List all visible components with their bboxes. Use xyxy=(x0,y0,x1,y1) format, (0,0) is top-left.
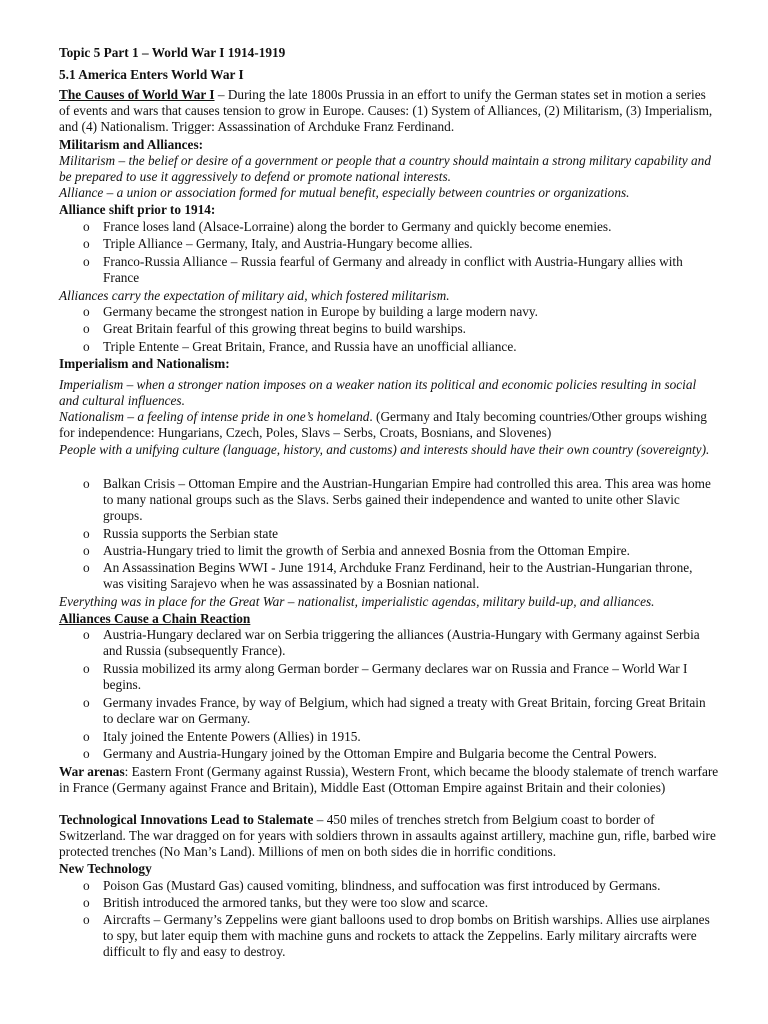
sovereignty-note: People with a unifying culture (language, history, and customs) and interests should have their own country (sovereignty). xyxy=(59,442,710,457)
war-arenas-label: War arenas xyxy=(59,764,125,779)
causes-heading: The Causes of World War I xyxy=(59,87,215,102)
list-item: Franco-Russia Alliance – Russia fearful of Germany and already in conflict with Austria-Hungary allies with France xyxy=(103,254,683,286)
bullet-marker: o xyxy=(83,543,90,558)
bullet-marker: o xyxy=(83,476,90,491)
nationalism-paragraph xyxy=(59,409,719,441)
stalemate-text: – 450 miles of trenches stretch from Belgium coast to border of Switzerland. The war dragged on for years with soldiers thrown in assaults against artillery, machine gun, rifle, barbed wire protected trenches (No Man’s Land). Millions of men on both sides die in horrific conditions. xyxy=(59,812,716,860)
bullet-marker: o xyxy=(83,661,90,676)
great-war-note: Everything was in place for the Great War – nationalist, imperialistic agendas, military build-up, and alliances. xyxy=(59,594,655,609)
causes-text: – During the late 1800s Prussia in an effort to unify the German states set in motion a series of events and wars that causes tension to grow in Europe. Causes: (1) System of Alliances, (2) Militarism, (3) Imperialism, and (4) Nationalism. Trigger: Assassination of Archduke Franz Ferdinand. xyxy=(59,87,713,135)
list-item: Great Britain fearful of this growing threat begins to build warships. xyxy=(103,321,466,336)
bullet-marker: o xyxy=(83,560,90,575)
bullet-marker: o xyxy=(83,254,90,269)
list-item: Balkan Crisis – Ottoman Empire and the Austrian-Hungarian Empire had controlled this area. This area was home to many national groups such as the Slavs. Serbs gained their independence and wanted to unite other Slavic groups. xyxy=(103,476,711,524)
war-arenas-paragraph xyxy=(59,764,719,796)
list-item: Triple Entente – Great Britain, France, and Russia have an unofficial alliance. xyxy=(103,339,517,354)
section-subtitle: 5.1 America Enters World War I xyxy=(59,67,244,82)
imperialism-definition: Imperialism – when a stronger nation imposes on a weaker nation its political and economic policies resulting in social and cultural influences. xyxy=(59,377,697,409)
bullet-marker: o xyxy=(83,695,90,710)
chain-reaction-heading: Alliances Cause a Chain Reaction xyxy=(59,611,251,626)
list-item: Germany invades France, by way of Belgium, which had signed a treaty with Great Britain, forcing Great Britain to declare war on Germany. xyxy=(103,695,706,727)
list-item: Triple Alliance – Germany, Italy, and Austria-Hungary become allies. xyxy=(103,236,473,251)
militarism-heading: Militarism and Alliances: xyxy=(59,137,204,152)
bullet-marker: o xyxy=(83,912,90,927)
bullet-marker: o xyxy=(83,878,90,893)
list-item: An Assassination Begins WWI - June 1914, Archduke Franz Ferdinand, heir to the Austrian-Hungarian throne, was visiting Sarajevo when he was assassinated by a Bosnian national. xyxy=(103,560,693,592)
list-item: Austria-Hungary tried to limit the growth of Serbia and annexed Bosnia from the Ottoman Empire. xyxy=(103,543,630,558)
causes-paragraph xyxy=(59,87,719,135)
bullet-marker: o xyxy=(83,339,90,354)
alliance-definition: Alliance – a union or association formed for mutual benefit, especially between countries or organizations. xyxy=(59,185,630,200)
list-item: Austria-Hungary declared war on Serbia triggering the alliances (Austria-Hungary with Germany against Serbia and Russia (subsequently France). xyxy=(103,627,700,659)
nationalism-examples: . (Germany and Italy becoming countries/Other groups wishing for independence: Hungarians, Czech, Poles, Slavs – Serbs, Croats, Bosnians, and Slovenes) xyxy=(59,409,707,441)
bullet-marker: o xyxy=(83,746,90,761)
bullet-marker: o xyxy=(83,236,90,251)
militarism-definition: Militarism – the belief or desire of a government or people that a country should maintain a strong military capability and be prepared to use it aggressively to defend or promote national interests. xyxy=(59,153,711,185)
list-item: Germany became the strongest nation in Europe by building a large modern navy. xyxy=(103,304,538,319)
stalemate-label: Technological Innovations Lead to Stalemate xyxy=(59,812,314,827)
imperialism-heading: Imperialism and Nationalism: xyxy=(59,356,230,371)
bullet-marker: o xyxy=(83,526,90,541)
list-item: France loses land (Alsace-Lorraine) along the border to Germany and quickly become enemies. xyxy=(103,219,612,234)
bullet-marker: o xyxy=(83,895,90,910)
stalemate-paragraph xyxy=(59,812,719,860)
war-arenas-text: : Eastern Front (Germany against Russia), Western Front, which became the bloody stalemate of trench warfare in France (Germany against France and Britain), Middle East (Ottoman Empire against Britain and their colonies) xyxy=(59,764,719,796)
list-item: Poison Gas (Mustard Gas) caused vomiting, blindness, and suffocation was first introduced by Germans. xyxy=(103,878,661,893)
bullet-marker: o xyxy=(83,321,90,336)
nationalism-definition: Nationalism – a feeling of intense pride in one’s homeland xyxy=(59,409,370,424)
alliances-note: Alliances carry the expectation of military aid, which fostered militarism. xyxy=(59,288,450,303)
bullet-marker: o xyxy=(83,627,90,642)
list-item: British introduced the armored tanks, but they were too slow and scarce. xyxy=(103,895,489,910)
list-item: Italy joined the Entente Powers (Allies) in 1915. xyxy=(103,729,361,744)
bullet-marker: o xyxy=(83,219,90,234)
list-item: Russia supports the Serbian state xyxy=(103,526,279,541)
list-item: Germany and Austria-Hungary joined by the Ottoman Empire and Bulgaria become the Central Powers. xyxy=(103,746,657,761)
alliance-shift-heading: Alliance shift prior to 1914: xyxy=(59,202,216,217)
bullet-marker: o xyxy=(83,304,90,319)
list-item: Russia mobilized its army along German border – Germany declares war on Russia and France – World War I begins. xyxy=(103,661,688,693)
list-item: Aircrafts – Germany’s Zeppelins were giant balloons used to drop bombs on British warships. Allies use airplanes to spy, but later equip them with machine guns and rockets to attack the Zeppelins. Early military aircrafts were difficult to fly and easy to destroy. xyxy=(103,912,710,960)
document-title: Topic 5 Part 1 – World War I 1914-1919 xyxy=(59,45,286,60)
bullet-marker: o xyxy=(83,729,90,744)
new-technology-heading: New Technology xyxy=(59,861,152,876)
